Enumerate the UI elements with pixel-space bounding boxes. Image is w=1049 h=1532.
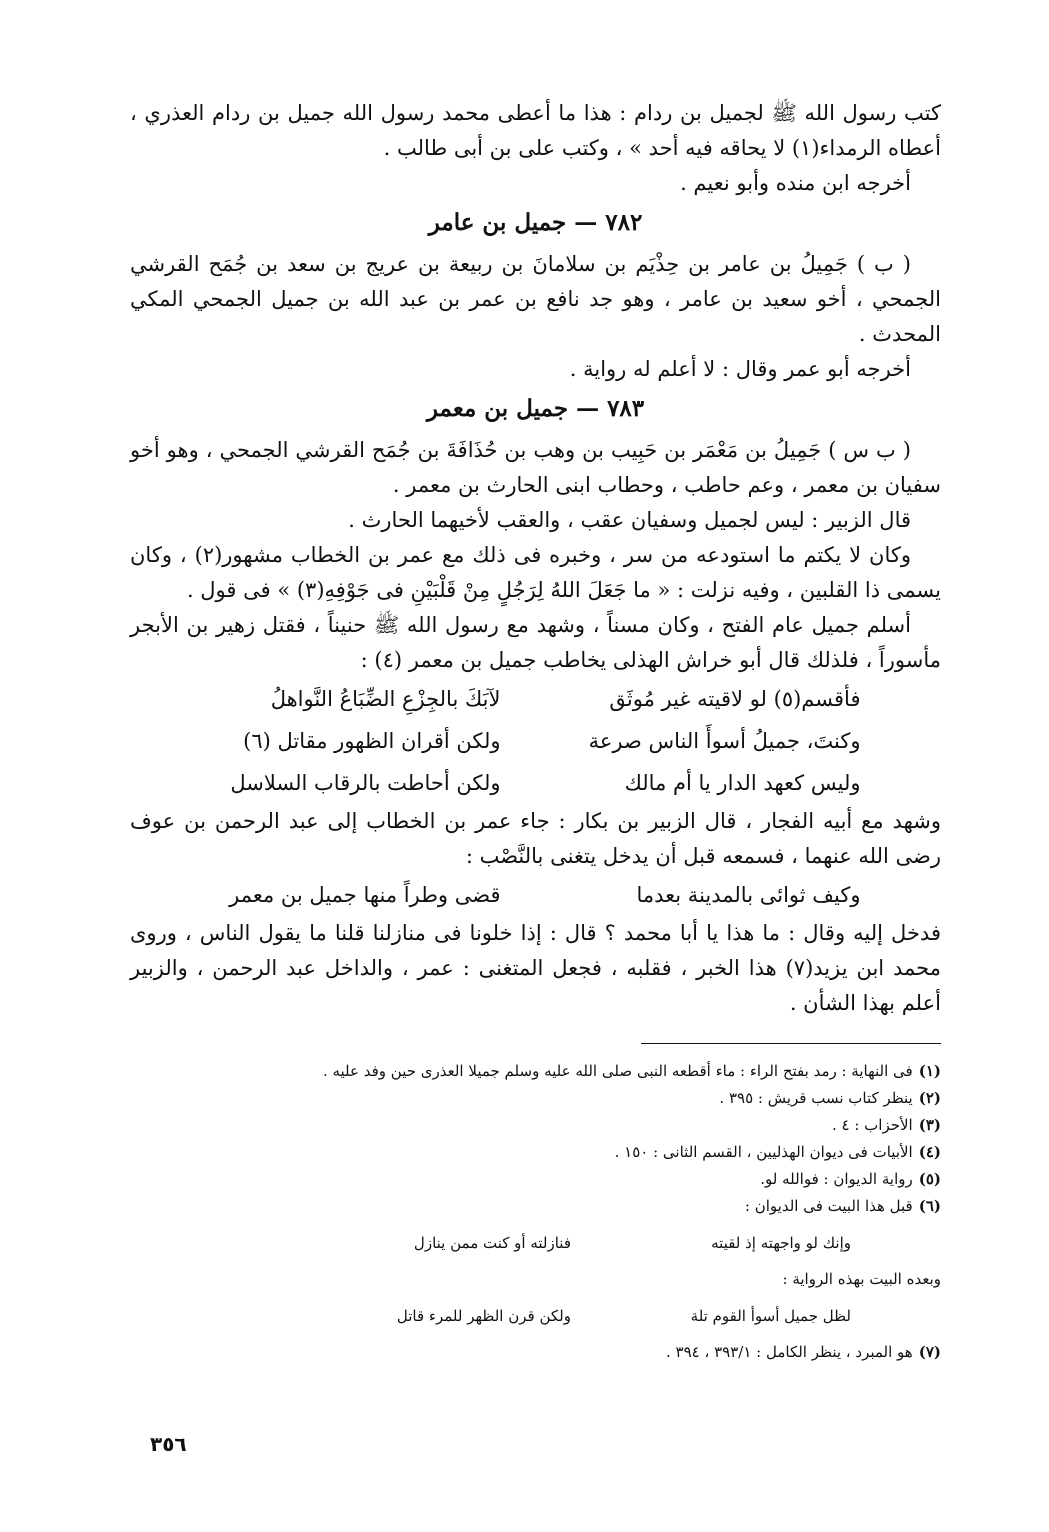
entry-782-paragraph: ( ب ) جَمِيلُ بن عامر بن حِذْيَم بن سلامانَ بن ربيعة بن عريج بن سعد بن جُمَح القرشي الجمحي ، أخو سعيد بن عامر ، وهو جد نافع بن عمر بن عبد الله بن جميل الجمحي المكي المحدث . bbox=[130, 252, 941, 346]
footnote-text: ينظر كتاب نسب قريش : ٣٩٥ . bbox=[719, 1089, 913, 1107]
hemistich-first: لظل جميل أسوأ القوم تلة bbox=[690, 1307, 851, 1325]
entry-783-heading: ٧٨٣ — جميل بن معمر bbox=[426, 395, 645, 422]
intro-paragraph: كتب رسول الله ﷺ لجميل بن ردام : هذا ما أعطى محمد رسول الله جميل بن ردام العذري ، أعطاه الرمداء(١) لا يحاقه فيه أحد » ، وكتب على بن أبى طالب . bbox=[130, 101, 941, 160]
hemistich-second: قضى وطراً منها جميل بن معمر bbox=[229, 883, 501, 907]
entry-783-paragraph-4: أسلم جميل عام الفتح ، وكان مسناً ، وشهد مع رسول الله ﷺ حنيناً ، فقتل زهير بن الأبجر مأسوراً ، فلذلك قال أبو خراش الهذلى يخاطب جميل بن معمر (٤) : bbox=[130, 613, 941, 672]
entry-782-source-line: أخرجه أبو عمر وقال : لا أعلم له رواية . bbox=[569, 357, 911, 381]
footnote-number: (٦) bbox=[918, 1197, 941, 1215]
footnote-divider bbox=[641, 1043, 941, 1044]
page-number: ٣٥٦ bbox=[150, 1432, 187, 1456]
footnote-3 bbox=[130, 1112, 941, 1139]
footnote-number: (٧) bbox=[918, 1343, 941, 1361]
entry-782-heading: ٧٨٢ — جميل بن عامر bbox=[428, 209, 643, 236]
entry-783-paragraph-2: قال الزبير : ليس لجميل وسفيان عقب ، والعقب لأخيهما الحارث . bbox=[348, 508, 911, 532]
entry-783-paragraph-1: ( ب س ) جَمِيلُ بن مَعْمَر بن حَبِيب بن وهب بن حُذَافَةَ بن جُمَح القرشي الجمحي ، وهو أخو سفيان بن معمر ، وعم حاطب ، وحطاب ابنى الحارث بن معمر . bbox=[130, 438, 941, 497]
hemistich-second: ولكن قرن الظهر للمرء قاتل bbox=[396, 1307, 571, 1325]
footnote-text: الأحزاب : ٤ . bbox=[831, 1116, 913, 1134]
footnote-6-verse-2 bbox=[130, 1293, 941, 1339]
hemistich-first: وكيف ثوائى بالمدينة بعدما bbox=[636, 883, 861, 907]
hemistich-first: وليس كعهد الدار يا أم مالك bbox=[624, 771, 861, 795]
hemistich-second: ولكن أحاطت بالرقاب السلاسل bbox=[230, 771, 501, 795]
footnote-text: رواية الديوان : فوالله لو. bbox=[760, 1170, 913, 1188]
footnote-5 bbox=[130, 1166, 941, 1193]
footnote-number: (٣) bbox=[918, 1116, 941, 1134]
footnote-2 bbox=[130, 1085, 941, 1112]
hemistich-first: وإنك لو واجهته إذ لقيته bbox=[711, 1234, 851, 1252]
footnote-text: قبل هذا البيت فى الديوان : bbox=[744, 1197, 913, 1215]
footnotes-list-continued bbox=[130, 1339, 941, 1366]
footnotes-list bbox=[130, 1058, 941, 1220]
footnote-number: (٤) bbox=[918, 1143, 941, 1161]
footnote-4 bbox=[130, 1139, 941, 1166]
entry-783-paragraph-3: وكان لا يكتم ما استودعه من سر ، وخبره فى ذلك مع عمر بن الخطاب مشهور(٢) ، وكان يسمى ذا القلبين ، وفيه نزلت : « ما جَعَلَ اللهُ لِرَجُلٍ مِنْ قَلْبَيْنِ فى جَوْفِهِ(٣) » فى قول . bbox=[130, 543, 941, 602]
hemistich-second: ولكن أقران الظهور مقاتل (٦) bbox=[243, 729, 501, 753]
footnote-6-continuation: وبعده البيت بهذه الرواية : bbox=[782, 1270, 941, 1288]
footnote-7 bbox=[130, 1339, 941, 1366]
footnote-number: (٥) bbox=[918, 1170, 941, 1188]
poem-line-2 bbox=[130, 720, 941, 762]
hemistich-first: فأقسم(٥) لو لاقيته غير مُوثَق bbox=[609, 687, 861, 711]
hemistich-first: وكنتَ، جميلُ أسوأَ الناس صرعة bbox=[588, 729, 861, 753]
entry-783-paragraph-6: فدخل إليه وقال : ما هذا يا أبا محمد ؟ قال : إذا خلونا فى منازلنا قلنا ما يقول الناس ، وروى محمد ابن يزيد(٧) هذا الخبر ، فقلبه ، فجعل المتغنى : عمر ، والداخل عبد الرحمن ، والزبير أعلم بهذا الشأن . bbox=[130, 921, 941, 1015]
intro-source-line: أخرجه ابن منده وأبو نعيم . bbox=[680, 171, 911, 195]
poem-line-1 bbox=[130, 678, 941, 720]
footnote-text: الأبيات فى ديوان الهذليين ، القسم الثانى : ١٥٠ . bbox=[614, 1143, 913, 1161]
entry-783-paragraph-5: وشهد مع أبيه الفجار ، قال الزبير بن بكار : جاء عمر بن الخطاب إلى عبد الرحمن بن عوف رضى الله عنهما ، فسمعه قبل أن يدخل يتغنى بالنَّصْب : bbox=[130, 809, 941, 868]
hemistich-second: فنازلته أو كنت ممن ينازل bbox=[413, 1234, 571, 1252]
footnote-6 bbox=[130, 1193, 941, 1220]
poem-line-3 bbox=[130, 762, 941, 804]
footnote-number: (١) bbox=[918, 1062, 941, 1080]
footnote-1 bbox=[130, 1058, 941, 1085]
footnote-6-verse-1 bbox=[130, 1220, 941, 1266]
footnote-text: هو المبرد ، ينظر الكامل : ٣٩٣/١ ، ٣٩٤ . bbox=[666, 1343, 913, 1361]
footnote-number: (٢) bbox=[918, 1089, 941, 1107]
poem-line-4 bbox=[130, 874, 941, 916]
hemistich-second: لآبَكَ بالجِزْعِ الضِّبَاعُ النَّواهلُ bbox=[270, 687, 501, 711]
footnote-text: فى النهاية : رمد بفتح الراء : ماء أقطعه النبى صلى الله عليه وسلم جميلا العذرى حين وفد عليه . bbox=[322, 1062, 913, 1080]
